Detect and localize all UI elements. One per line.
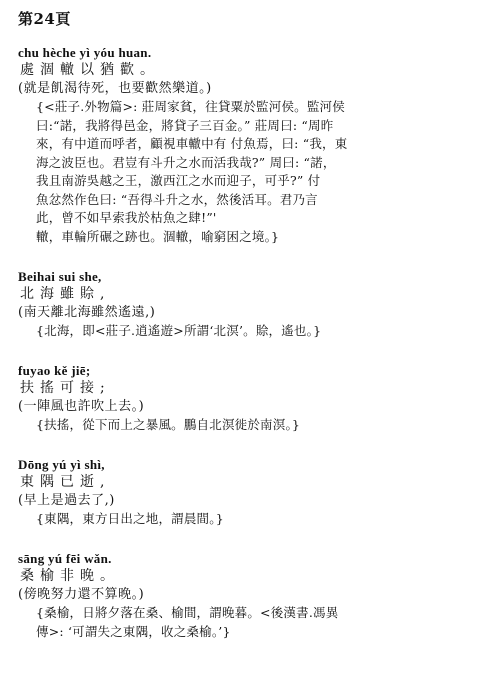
verse-annotation [36,510,484,529]
annotation-line: {北海，即<莊子.逍遙遊>所謂‘北溟’。賒，遙也。} [36,323,322,338]
annotation-line: 傳>: ‘可謂失之東隅，收之桑榆。’} [36,623,231,639]
annotation-line: 轍，車輪所碾之跡也。涸轍，喻窮困之境。} [36,228,280,244]
verse-romanization: Beihai sui she, [18,269,102,284]
annotation-line: {<莊子.外物篇>: 莊周家貧，往貸粟於監河侯。監河侯 [36,99,345,114]
verse-chinese: 處涸轍以猶歡。 [20,62,160,78]
verse-chinese: 北海雖賒, [20,286,111,302]
annotation-line: 來，有中道而呼者，顧視車轍中有 付魚焉，曰: “我，東 [36,136,348,151]
verse-entry [18,550,488,641]
annotation-line: 曰:“諾，我將得邑金，將貸子三百金。” 莊周曰: “周昨 [36,117,334,133]
verse-translation: (傍晚努力還不算晚。) [18,587,145,602]
verse-annotation [36,604,484,641]
verse-romanization: sāng yú fēi wǎn. [18,551,112,566]
verse-annotation [36,322,484,341]
verse-translation: (一陣風也許吹上去。) [18,399,145,414]
verse-romanization: chu hèche yì yóu huan. [18,45,152,60]
verse-translation: (早上是過去了,) [18,493,115,508]
verse-chinese: 扶搖可接; [20,380,111,396]
annotation-line: {扶搖，從下而上之暴風。鵬自北溟徙於南溟。} [36,417,301,432]
verse-chinese: 桑榆非晚。 [20,568,120,584]
annotation-line: 此，曾不如早索我於枯魚之肆!”' [36,210,217,225]
verse-translation: (就是飢渴待死，也要歡然樂道。) [18,81,212,96]
verse-annotation [36,98,484,246]
verse-romanization: fuyao kě jiē; [18,363,91,378]
verse-entry [18,268,488,341]
verse-chinese: 東隅已逝, [20,474,111,490]
verse-entry [18,456,488,529]
annotation-line: 魚忿然作色曰: “吾得斗升之水，然後活耳。君乃言 [36,191,318,207]
verse-translation: (南天離北海雖然遙遠,) [18,305,156,320]
verse-entry [18,44,488,246]
page-number-header: 第24頁 [18,10,71,28]
annotation-line: {桑榆，日將夕落在桑、榆間，謂晚暮。<後漢書.馮異 [36,605,339,620]
annotation-line: 我且南游吳越之王，激西江之水而迎子，可乎?” 付 [36,173,321,188]
verse-annotation [36,416,484,435]
annotation-line: {東隅，東方日出之地，謂晨間。} [36,511,224,526]
verse-entry [18,362,488,435]
verse-romanization: Dōng yú yì shì, [18,457,105,472]
annotation-line: 海之波臣也。君豈有斗升之水而活我哉?” 周曰: “諾， [36,154,336,170]
